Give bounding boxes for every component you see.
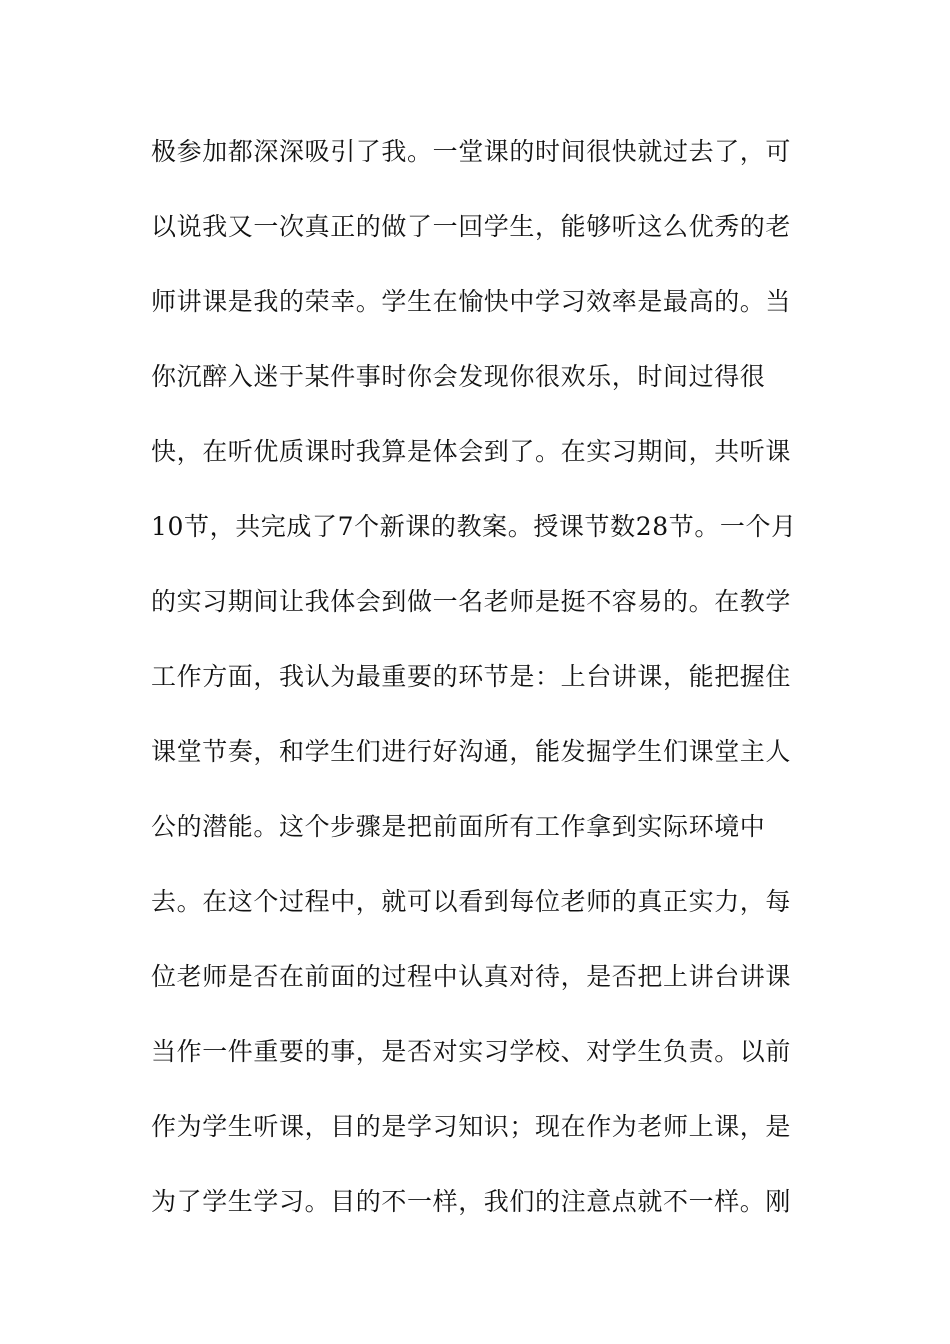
text-line-10: 公的潜能。这个步骤是把前面所有工作拿到实际环境中 bbox=[151, 812, 766, 841]
text-line-13: 当作一件重要的事，是否对实习学校、对学生负责。以前 bbox=[151, 1037, 792, 1066]
text-line-6: 10节，共完成了7个新课的教案。授课节数28节。一个月 bbox=[151, 512, 797, 541]
text-line-9: 课堂节奏，和学生们进行好沟通，能发掘学生们课堂主人 bbox=[151, 737, 792, 766]
text-line-12: 位老师是否在前面的过程中认真对待，是否把上讲台讲课 bbox=[151, 962, 792, 991]
text-line-11: 去。在这个过程中，就可以看到每位老师的真正实力，每 bbox=[151, 887, 792, 916]
text-line-1: 极参加都深深吸引了我。一堂课的时间很快就过去了，可 bbox=[151, 137, 792, 166]
text-line-5: 快，在听优质课时我算是体会到了。在实习期间，共听课 bbox=[151, 437, 792, 466]
text-line-3: 师讲课是我的荣幸。学生在愉快中学习效率是最高的。当 bbox=[151, 287, 792, 316]
text-line-4: 你沉醉入迷于某件事时你会发现你很欢乐，时间过得很 bbox=[151, 362, 766, 391]
text-line-15: 为了学生学习。目的不一样，我们的注意点就不一样。刚 bbox=[151, 1187, 792, 1216]
text-line-2: 以说我又一次真正的做了一回学生，能够听这么优秀的老 bbox=[151, 212, 792, 241]
body-text bbox=[151, 128, 811, 1253]
text-line-14: 作为学生听课，目的是学习知识；现在作为老师上课，是 bbox=[151, 1112, 792, 1141]
text-line-8: 工作方面，我认为最重要的环节是：上台讲课，能把握住 bbox=[151, 662, 792, 691]
text-line-7: 的实习期间让我体会到做一名老师是挺不容易的。在教学 bbox=[151, 587, 792, 616]
